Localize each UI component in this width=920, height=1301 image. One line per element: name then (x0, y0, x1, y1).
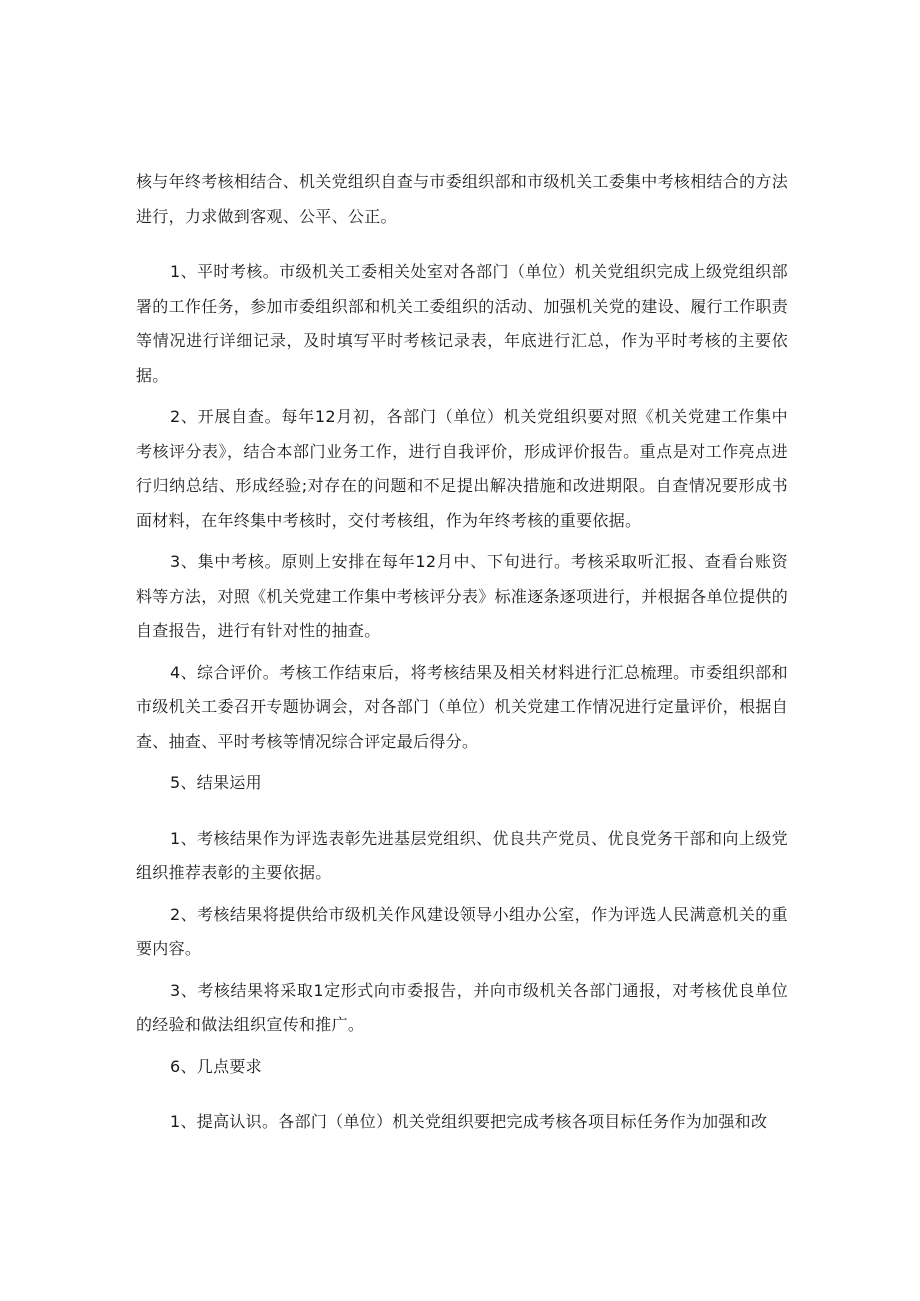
document-page (136, 165, 788, 1140)
paragraph-requirements-1: 1、提高认识。各部门（单位）机关党组织要把完成考核各项目标任务作为加强和改 (170, 1112, 768, 1131)
paragraph-results-2: 2、考核结果将提供给市级机关作风建设领导小组办公室，作为评选人民满意机关的重要内容。 (136, 904, 788, 958)
paragraph-centralized-assessment: 3、集中考核。原则上安排在每年12月中、下旬进行。考核采取听汇报、查看台账资料等方法，对照《机关党建工作集中考核评分表》标准逐条逐项进行，并根据各单位提供的自查报告，进行有针对性的抽查。 (136, 552, 789, 640)
section-heading-results: 5、结果运用 (170, 773, 262, 792)
paragraph-results-3: 3、考核结果将采取1定形式向市委报告，并向市级机关各部门通报，对考核优良单位的经验和做法组织宣传和推广。 (136, 980, 788, 1034)
paragraph-results-1: 1、考核结果作为评选表彰先进基层党组织、优良共产党员、优良党务干部和向上级党组织推荐表彰的主要依据。 (136, 828, 788, 882)
paragraph-regular-assessment: 1、平时考核。市级机关工委相关处室对各部门（单位）机关党组织完成上级党组织部署的工作任务，参加市委组织部和机关工委组织的活动、加强机关党的建设、履行工作职责等情况进行详细记录，及时填写平时考核记录表，年底进行汇总，作为平时考核的主要依据。 (136, 262, 789, 385)
paragraph-intro: 核与年终考核相结合、机关党组织自查与市委组织部和市级机关工委集中考核相结合的方法进行，力求做到客观、公平、公正。 (136, 172, 789, 226)
section-heading-requirements: 6、几点要求 (170, 1056, 262, 1076)
paragraph-comprehensive-evaluation: 4、综合评价。考核工作结束后，将考核结果及相关材料进行汇总梳理。市委组织部和市级机关工委召开专题协调会，对各部门（单位）机关党建工作情况进行定量评价，根据自查、抽查、平时考核等情况综合评定最后得分。 (136, 662, 789, 751)
paragraph-self-inspection: 2、开展自查。每年12月初，各部门（单位）机关党组织要对照《机关党建工作集中考核评分表》，结合本部门业务工作，进行自我评价，形成评价报告。重点是对工作亮点进行归纳总结、形成经验;对存在的问题和不足提出解决措施和改进期限。自查情况要形成书面材料，在年终集中考核时，交付考核组，作为年终考核的重要依据。 (136, 407, 788, 530)
